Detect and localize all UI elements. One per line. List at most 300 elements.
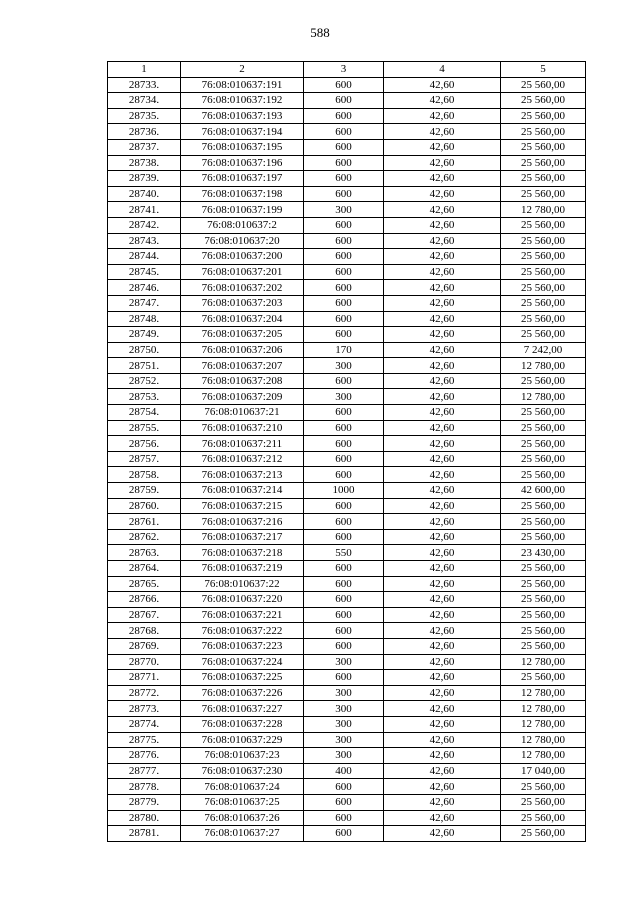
table-cell: 12 780,00 [501,716,586,732]
table-cell: 42,60 [384,685,501,701]
table-cell: 28768. [108,623,181,639]
table-header-row [108,62,586,78]
table-cell: 28737. [108,139,181,155]
table-row [108,561,586,577]
table-cell: 28753. [108,389,181,405]
table-cell: 76:08:010637:230 [181,763,304,779]
table-cell: 42,60 [384,202,501,218]
table-cell: 28767. [108,607,181,623]
table-cell: 12 780,00 [501,389,586,405]
table-cell: 28758. [108,467,181,483]
table-cell: 600 [304,93,384,109]
table-cell: 28774. [108,716,181,732]
table-cell: 300 [304,654,384,670]
table-cell: 76:08:010637:210 [181,420,304,436]
table-row [108,483,586,499]
table-row [108,77,586,93]
table-row [108,607,586,623]
table-cell: 28757. [108,451,181,467]
column-header: 1 [108,62,181,78]
table-cell: 600 [304,670,384,686]
table-cell: 600 [304,529,384,545]
table-cell: 28741. [108,202,181,218]
table-cell: 42,60 [384,186,501,202]
table-cell: 28762. [108,529,181,545]
table-cell: 76:08:010637:203 [181,295,304,311]
table-cell: 28781. [108,826,181,842]
table-cell: 76:08:010637:204 [181,311,304,327]
table-cell: 42,60 [384,483,501,499]
table-cell: 25 560,00 [501,467,586,483]
table-cell: 600 [304,514,384,530]
table-cell: 300 [304,748,384,764]
table-cell: 28735. [108,108,181,124]
table-cell: 28743. [108,233,181,249]
table-cell: 600 [304,779,384,795]
table-cell: 12 780,00 [501,654,586,670]
table-cell: 25 560,00 [501,420,586,436]
table-cell: 28771. [108,670,181,686]
table-row [108,139,586,155]
table-row [108,810,586,826]
table-cell: 300 [304,732,384,748]
table-cell: 600 [304,280,384,296]
table-cell: 76:08:010637:22 [181,576,304,592]
table-cell: 25 560,00 [501,514,586,530]
table-cell: 600 [304,561,384,577]
table-cell: 28761. [108,514,181,530]
table-cell: 25 560,00 [501,405,586,421]
table-row [108,451,586,467]
table-row [108,342,586,358]
table-cell: 42,60 [384,342,501,358]
table-row [108,716,586,732]
table-cell: 28780. [108,810,181,826]
table-cell: 28740. [108,186,181,202]
table-cell: 28742. [108,217,181,233]
table-cell: 600 [304,467,384,483]
table-cell: 25 560,00 [501,124,586,140]
table-cell: 28765. [108,576,181,592]
table-cell: 42,60 [384,358,501,374]
table-cell: 28747. [108,295,181,311]
table-cell: 600 [304,108,384,124]
table-row [108,311,586,327]
table-cell: 28766. [108,592,181,608]
table-cell: 25 560,00 [501,139,586,155]
table-cell: 28749. [108,327,181,343]
table-row [108,108,586,124]
table-cell: 28755. [108,420,181,436]
table-cell: 42,60 [384,779,501,795]
table-cell: 42,60 [384,451,501,467]
table-row [108,763,586,779]
table-cell: 28763. [108,545,181,561]
table-cell: 42,60 [384,763,501,779]
table-cell: 42,60 [384,826,501,842]
table-row [108,405,586,421]
table-cell: 600 [304,295,384,311]
table-cell: 76:08:010637:209 [181,389,304,405]
table-cell: 12 780,00 [501,732,586,748]
table-cell: 42,60 [384,810,501,826]
table-cell: 76:08:010637:23 [181,748,304,764]
table-cell: 25 560,00 [501,233,586,249]
table-cell: 42,60 [384,171,501,187]
table-cell: 600 [304,311,384,327]
table-cell: 400 [304,763,384,779]
table-cell: 25 560,00 [501,217,586,233]
registry-table [107,61,586,842]
table-row [108,358,586,374]
table-cell: 76:08:010637:217 [181,529,304,545]
table-cell: 25 560,00 [501,826,586,842]
table-cell: 25 560,00 [501,794,586,810]
table-cell: 76:08:010637:20 [181,233,304,249]
table-row [108,623,586,639]
table-cell: 25 560,00 [501,186,586,202]
table-cell: 76:08:010637:201 [181,264,304,280]
table-cell: 12 780,00 [501,685,586,701]
table-cell: 600 [304,217,384,233]
table-cell: 42,60 [384,607,501,623]
table-cell: 600 [304,576,384,592]
table-row [108,280,586,296]
table-cell: 42,60 [384,545,501,561]
table-cell: 28779. [108,794,181,810]
table-row [108,685,586,701]
table-cell: 300 [304,701,384,717]
table-row [108,514,586,530]
table-cell: 76:08:010637:26 [181,810,304,826]
table-cell: 550 [304,545,384,561]
table-row [108,576,586,592]
table-cell: 600 [304,826,384,842]
table-cell: 76:08:010637:199 [181,202,304,218]
column-header: 3 [304,62,384,78]
table-cell: 600 [304,420,384,436]
table-cell: 28764. [108,561,181,577]
table-cell: 42,60 [384,794,501,810]
table-cell: 25 560,00 [501,249,586,265]
table-cell: 42,60 [384,108,501,124]
table-cell: 76:08:010637:206 [181,342,304,358]
table-cell: 600 [304,327,384,343]
table-cell: 12 780,00 [501,202,586,218]
table-cell: 76:08:010637:194 [181,124,304,140]
table-cell: 42,60 [384,716,501,732]
table-cell: 600 [304,607,384,623]
table-row [108,155,586,171]
column-header: 4 [384,62,501,78]
table-cell: 25 560,00 [501,779,586,795]
table-cell: 600 [304,77,384,93]
table-cell: 42,60 [384,155,501,171]
table-cell: 42,60 [384,264,501,280]
table-cell: 76:08:010637:2 [181,217,304,233]
table-cell: 76:08:010637:215 [181,498,304,514]
table-row [108,826,586,842]
table-cell: 25 560,00 [501,451,586,467]
table-cell: 28759. [108,483,181,499]
table-cell: 42,60 [384,295,501,311]
table-cell: 25 560,00 [501,171,586,187]
table-cell: 76:08:010637:27 [181,826,304,842]
table-cell: 42,60 [384,249,501,265]
column-header: 2 [181,62,304,78]
table-cell: 28736. [108,124,181,140]
table-row [108,732,586,748]
table-cell: 600 [304,623,384,639]
table-cell: 42,60 [384,670,501,686]
table-cell: 28772. [108,685,181,701]
table-cell: 76:08:010637:202 [181,280,304,296]
table-cell: 42,60 [384,514,501,530]
table-cell: 300 [304,202,384,218]
table-cell: 7 242,00 [501,342,586,358]
table-cell: 600 [304,436,384,452]
table-cell: 600 [304,638,384,654]
table-cell: 25 560,00 [501,155,586,171]
table-cell: 42,60 [384,217,501,233]
table-row [108,420,586,436]
table-cell: 76:08:010637:195 [181,139,304,155]
table-cell: 600 [304,124,384,140]
table-cell: 28751. [108,358,181,374]
table-cell: 25 560,00 [501,373,586,389]
table-cell: 42,60 [384,561,501,577]
table-cell: 42,60 [384,420,501,436]
table-cell: 76:08:010637:212 [181,451,304,467]
table-cell: 600 [304,249,384,265]
table-cell: 25 560,00 [501,623,586,639]
table-cell: 42,60 [384,701,501,717]
table-cell: 28748. [108,311,181,327]
table-cell: 1000 [304,483,384,499]
table-cell: 600 [304,810,384,826]
table-cell: 28760. [108,498,181,514]
table-cell: 42 600,00 [501,483,586,499]
table-row [108,529,586,545]
table-cell: 28738. [108,155,181,171]
table-row [108,670,586,686]
table-cell: 42,60 [384,638,501,654]
table-cell: 42,60 [384,389,501,405]
table-cell: 28756. [108,436,181,452]
table-cell: 25 560,00 [501,77,586,93]
table-row [108,654,586,670]
table-cell: 25 560,00 [501,93,586,109]
table-row [108,171,586,187]
table-cell: 76:08:010637:224 [181,654,304,670]
table-row [108,701,586,717]
table-cell: 300 [304,685,384,701]
table-cell: 76:08:010637:227 [181,701,304,717]
table-cell: 23 430,00 [501,545,586,561]
table-row [108,389,586,405]
table-row [108,592,586,608]
table-row [108,217,586,233]
table-cell: 28745. [108,264,181,280]
page-number: 588 [310,25,330,40]
table-cell: 76:08:010637:193 [181,108,304,124]
table-cell: 76:08:010637:229 [181,732,304,748]
table-cell: 76:08:010637:196 [181,155,304,171]
table-cell: 76:08:010637:216 [181,514,304,530]
table-cell: 42,60 [384,77,501,93]
table-cell: 25 560,00 [501,264,586,280]
table-cell: 76:08:010637:192 [181,93,304,109]
table-cell: 76:08:010637:223 [181,638,304,654]
table-cell: 28773. [108,701,181,717]
table-cell: 76:08:010637:225 [181,670,304,686]
table-cell: 76:08:010637:218 [181,545,304,561]
table-cell: 76:08:010637:222 [181,623,304,639]
table-cell: 28744. [108,249,181,265]
table-cell: 76:08:010637:21 [181,405,304,421]
table-cell: 42,60 [384,732,501,748]
table-cell: 76:08:010637:205 [181,327,304,343]
table-cell: 28734. [108,93,181,109]
table-cell: 76:08:010637:211 [181,436,304,452]
table-cell: 17 040,00 [501,763,586,779]
table-cell: 42,60 [384,498,501,514]
table-cell: 76:08:010637:207 [181,358,304,374]
table-cell: 28739. [108,171,181,187]
table-cell: 76:08:010637:25 [181,794,304,810]
table-cell: 42,60 [384,623,501,639]
table-row [108,498,586,514]
table-cell: 25 560,00 [501,280,586,296]
table-cell: 300 [304,358,384,374]
table-cell: 25 560,00 [501,108,586,124]
table-cell: 600 [304,373,384,389]
table-cell: 28750. [108,342,181,358]
table-cell: 42,60 [384,748,501,764]
table-row [108,373,586,389]
table-cell: 28746. [108,280,181,296]
table-row [108,124,586,140]
table-cell: 28776. [108,748,181,764]
table-cell: 42,60 [384,311,501,327]
table-cell: 600 [304,264,384,280]
table-row [108,233,586,249]
table-cell: 600 [304,405,384,421]
table-row [108,327,586,343]
table-cell: 42,60 [384,124,501,140]
table-cell: 42,60 [384,139,501,155]
table-row [108,467,586,483]
table-cell: 42,60 [384,405,501,421]
table-cell: 76:08:010637:197 [181,171,304,187]
table-cell: 76:08:010637:191 [181,77,304,93]
table-cell: 28769. [108,638,181,654]
table-row [108,436,586,452]
table-cell: 25 560,00 [501,670,586,686]
table-row [108,202,586,218]
table-row [108,295,586,311]
table-row [108,638,586,654]
table-cell: 42,60 [384,654,501,670]
table-cell: 25 560,00 [501,295,586,311]
table-row [108,249,586,265]
table-row [108,794,586,810]
table-cell: 76:08:010637:219 [181,561,304,577]
table-cell: 28752. [108,373,181,389]
table-cell: 25 560,00 [501,498,586,514]
table-cell: 12 780,00 [501,748,586,764]
table-cell: 76:08:010637:220 [181,592,304,608]
table-cell: 42,60 [384,576,501,592]
table-cell: 28754. [108,405,181,421]
table-cell: 300 [304,716,384,732]
table-cell: 600 [304,794,384,810]
table-cell: 25 560,00 [501,327,586,343]
table-cell: 28778. [108,779,181,795]
table-row [108,93,586,109]
table-row [108,186,586,202]
table-cell: 25 560,00 [501,561,586,577]
table-cell: 76:08:010637:208 [181,373,304,389]
table-cell: 28733. [108,77,181,93]
table-cell: 42,60 [384,592,501,608]
table-cell: 25 560,00 [501,529,586,545]
table-cell: 25 560,00 [501,607,586,623]
table-cell: 42,60 [384,280,501,296]
table-cell: 76:08:010637:198 [181,186,304,202]
table-cell: 28777. [108,763,181,779]
table-cell: 76:08:010637:221 [181,607,304,623]
table-cell: 600 [304,186,384,202]
table-cell: 25 560,00 [501,638,586,654]
table-cell: 76:08:010637:214 [181,483,304,499]
table-cell: 28770. [108,654,181,670]
table-cell: 42,60 [384,436,501,452]
table-cell: 600 [304,592,384,608]
table-cell: 25 560,00 [501,436,586,452]
table-cell: 42,60 [384,93,501,109]
table-cell: 600 [304,139,384,155]
table-cell: 76:08:010637:228 [181,716,304,732]
table-cell: 600 [304,233,384,249]
table-cell: 600 [304,171,384,187]
table-cell: 28775. [108,732,181,748]
table-cell: 600 [304,498,384,514]
table-cell: 600 [304,155,384,171]
table-cell: 42,60 [384,233,501,249]
table-cell: 42,60 [384,467,501,483]
table-cell: 76:08:010637:24 [181,779,304,795]
table-cell: 76:08:010637:213 [181,467,304,483]
table-cell: 25 560,00 [501,810,586,826]
table-cell: 42,60 [384,327,501,343]
table-row [108,264,586,280]
table-cell: 170 [304,342,384,358]
table-cell: 25 560,00 [501,311,586,327]
table-row [108,545,586,561]
table-cell: 600 [304,451,384,467]
table-cell: 300 [304,389,384,405]
column-header: 5 [501,62,586,78]
table-row [108,779,586,795]
table-cell: 76:08:010637:200 [181,249,304,265]
table-cell: 25 560,00 [501,592,586,608]
table-row [108,748,586,764]
table-body [108,77,586,841]
table-cell: 42,60 [384,529,501,545]
table-cell: 76:08:010637:226 [181,685,304,701]
table-cell: 12 780,00 [501,358,586,374]
